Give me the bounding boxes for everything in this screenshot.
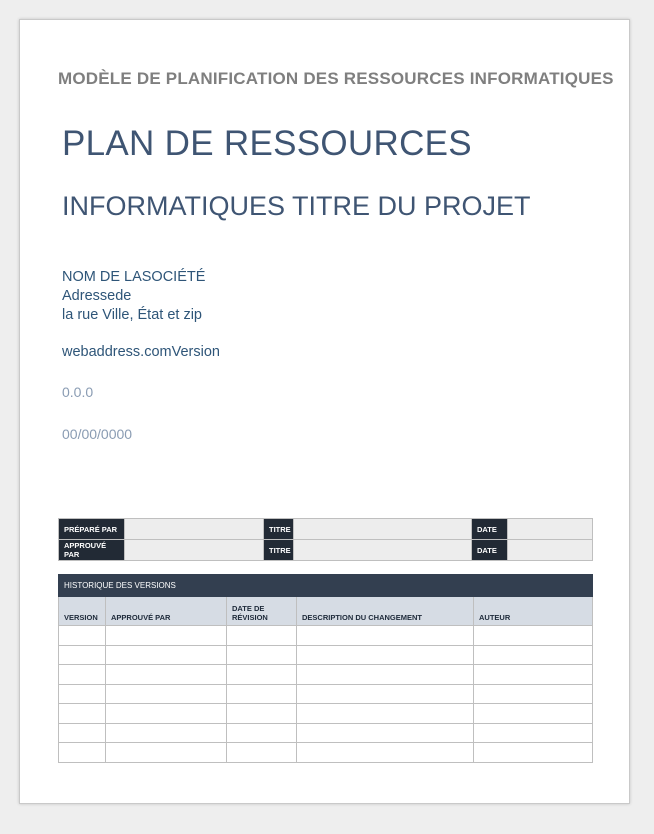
table-row <box>59 743 593 763</box>
history-column-header: APPROUVÉ PAR <box>106 597 227 626</box>
table-cell[interactable] <box>297 684 474 704</box>
table-cell[interactable] <box>474 645 593 665</box>
table-cell[interactable] <box>474 723 593 743</box>
table-cell[interactable] <box>297 704 474 724</box>
table-cell[interactable] <box>474 704 593 724</box>
prepared-by-label: PRÉPARÉ PAR <box>59 519 125 540</box>
table-cell[interactable] <box>474 626 593 646</box>
title-field[interactable] <box>294 519 472 540</box>
table-cell[interactable] <box>106 743 227 763</box>
table-cell[interactable] <box>297 626 474 646</box>
table-cell[interactable] <box>227 665 297 685</box>
table-cell[interactable] <box>59 723 106 743</box>
title-label: TITRE <box>264 540 294 561</box>
company-address-line1: Adressede <box>62 288 132 304</box>
table-row <box>59 684 593 704</box>
date-field[interactable] <box>508 519 593 540</box>
table-cell[interactable] <box>59 684 106 704</box>
table-cell[interactable] <box>297 743 474 763</box>
history-banner: HISTORIQUE DES VERSIONS <box>59 575 593 597</box>
version-history-table <box>58 574 593 763</box>
table-row <box>59 645 593 665</box>
table-cell[interactable] <box>106 626 227 646</box>
approved-row <box>59 540 593 561</box>
table-cell[interactable] <box>227 626 297 646</box>
main-title: PLAN DE RESSOURCES <box>62 124 472 163</box>
table-row <box>59 626 593 646</box>
date-label: DATE <box>472 540 508 561</box>
title-field[interactable] <box>294 540 472 561</box>
company-address-line2: la rue Ville, État et zip <box>62 307 202 323</box>
table-cell[interactable] <box>297 723 474 743</box>
company-name: NOM DE LASOCIÉTÉ <box>62 269 206 285</box>
approved-by-field[interactable] <box>125 540 264 561</box>
table-cell[interactable] <box>227 645 297 665</box>
table-cell[interactable] <box>106 704 227 724</box>
table-row <box>59 704 593 724</box>
table-cell[interactable] <box>59 665 106 685</box>
table-cell[interactable] <box>106 723 227 743</box>
table-cell[interactable] <box>474 684 593 704</box>
document-page <box>19 19 630 804</box>
table-cell[interactable] <box>227 743 297 763</box>
history-body <box>59 626 593 763</box>
table-cell[interactable] <box>59 743 106 763</box>
prepared-by-field[interactable] <box>125 519 264 540</box>
prepared-approved-table <box>58 518 593 561</box>
version-number: 0.0.0 <box>62 384 94 400</box>
sub-title: INFORMATIQUES TITRE DU PROJET <box>62 191 531 221</box>
table-cell[interactable] <box>106 665 227 685</box>
history-header-row <box>59 597 593 626</box>
template-title: MODÈLE DE PLANIFICATION DES RESSOURCES INFORMATIQUES <box>58 69 614 88</box>
table-cell[interactable] <box>297 665 474 685</box>
title-label: TITRE <box>264 519 294 540</box>
history-column-header: DATE DE RÉVISION <box>227 597 297 626</box>
table-cell[interactable] <box>59 626 106 646</box>
history-column-header: VERSION <box>59 597 106 626</box>
table-cell[interactable] <box>59 645 106 665</box>
date-field[interactable] <box>508 540 593 561</box>
table-row <box>59 665 593 685</box>
prepared-row <box>59 519 593 540</box>
history-banner-row <box>59 575 593 597</box>
table-cell[interactable] <box>106 684 227 704</box>
table-cell[interactable] <box>474 665 593 685</box>
table-cell[interactable] <box>59 704 106 724</box>
approved-by-label: APPROUVÉ PAR <box>59 540 125 561</box>
history-column-header: AUTEUR <box>474 597 593 626</box>
company-web-version: webaddress.comVersion <box>62 344 220 360</box>
table-cell[interactable] <box>227 704 297 724</box>
table-cell[interactable] <box>474 743 593 763</box>
history-column-header: DESCRIPTION DU CHANGEMENT <box>297 597 474 626</box>
table-cell[interactable] <box>227 723 297 743</box>
date-label: DATE <box>472 519 508 540</box>
table-row <box>59 723 593 743</box>
table-cell[interactable] <box>106 645 227 665</box>
table-cell[interactable] <box>227 684 297 704</box>
date-value: 00/00/0000 <box>62 426 133 442</box>
table-cell[interactable] <box>297 645 474 665</box>
